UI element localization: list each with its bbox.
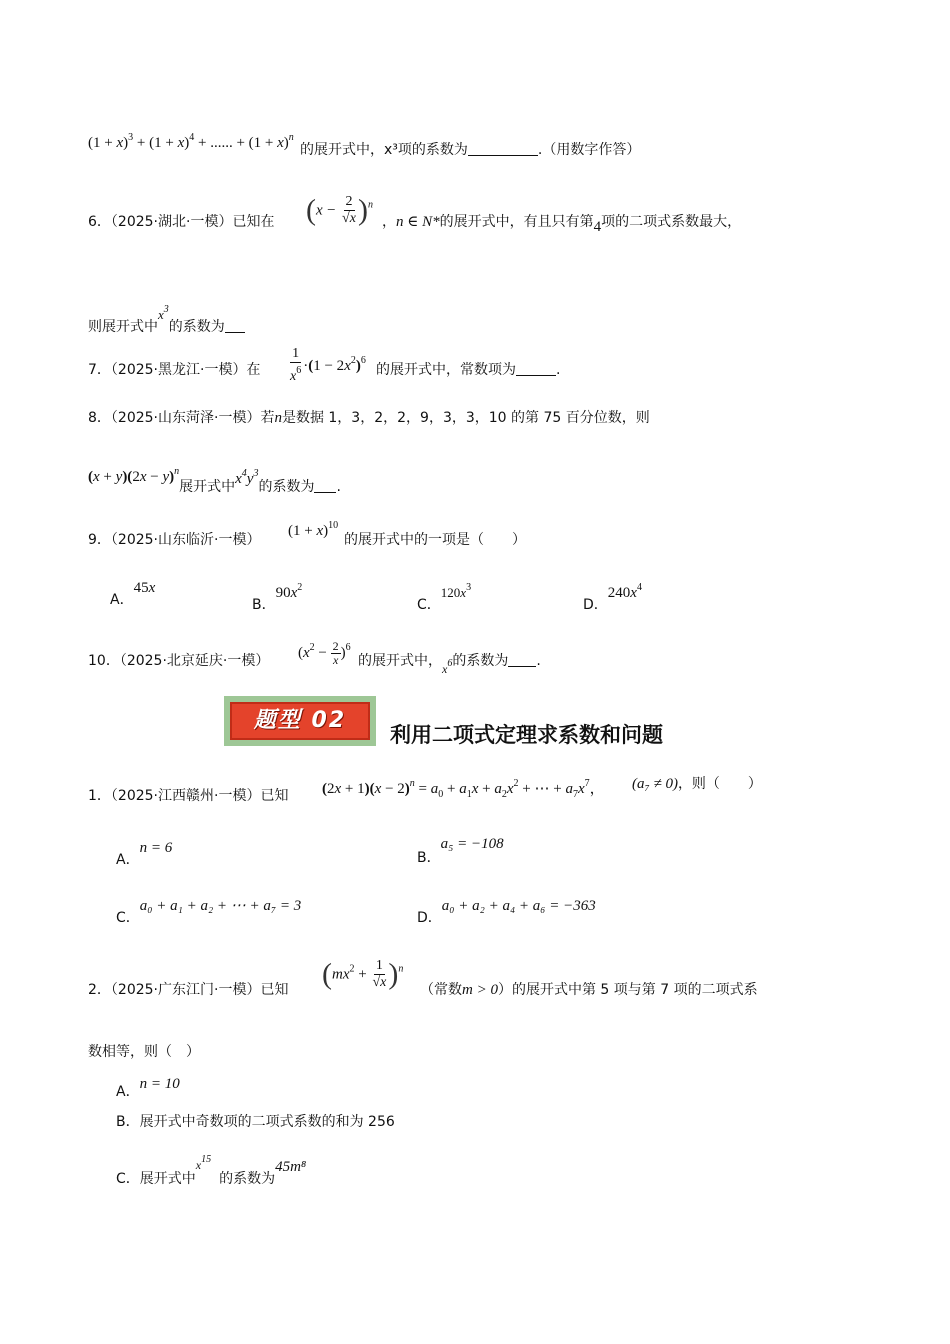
q6-text4: 的系数为 <box>168 319 225 335</box>
q8-line2: $(x + y)(2x - y)^n$展开式中$x^4y^3$的系数为 . <box>88 466 341 495</box>
option-text: 展开式中奇数项的二项式系数的和为 256 <box>139 1114 395 1130</box>
q6-line2: 则展开式中$x^3$的系数为 <box>88 300 245 337</box>
q9-option-d[interactable] <box>583 578 642 615</box>
option-expr: a₀ + a₁ + a₂ + ⋯ + a₇ = 3 <box>139 898 302 914</box>
n-var: n <box>274 410 282 426</box>
q7-text <box>376 360 560 380</box>
p2-cond: （常数 <box>420 982 462 998</box>
question-number: 2． <box>88 982 111 998</box>
q8-formula: $(x + y)(2x - y)^n$ <box>88 466 180 485</box>
option-expr: a₅ = −108 <box>440 836 504 852</box>
p2-text2: 数相等，则（ ） <box>88 1044 200 1060</box>
q9-option-a[interactable] <box>110 578 155 610</box>
q5-end: .（用数字作答） <box>537 142 641 158</box>
option-label: A． <box>116 1084 140 1100</box>
q10-formula: ($x^2$ − $\frac{2}{x}$ )$^6$ <box>298 638 351 667</box>
q5-continuation <box>88 128 294 153</box>
question-source: （2025·黑龙江·一模）在 <box>110 362 261 378</box>
section-badge-frame <box>224 696 376 746</box>
question-source: （2025·湖北·一模）已知在 <box>110 214 275 230</box>
option-label: C． <box>417 597 441 613</box>
option-text: 展开式中 <box>139 1171 196 1187</box>
question-number: 9． <box>88 532 111 548</box>
option-expr: n = 6 <box>139 840 173 856</box>
q6-formula: (x − $\frac{2}{√x}$ )$^n$ <box>306 193 373 227</box>
p1-option-c[interactable] <box>116 896 301 928</box>
q6-text3: 则展开式中 <box>88 319 158 335</box>
section-badge: 题型 02 <box>230 702 370 740</box>
question-number: 8． <box>88 410 111 426</box>
term-index: 4 <box>593 219 602 235</box>
answer-blank[interactable] <box>508 652 536 667</box>
q10-text-label: 的展开式中， <box>358 653 442 669</box>
sum-formula: $(1 + x)^3 + (1 + x)^4$ + ...... + $(1 + x)^n$ <box>88 132 294 151</box>
q8-text3: 的系数为 <box>258 479 315 495</box>
option-label: C． <box>116 1171 140 1187</box>
option-label: A． <box>110 592 134 608</box>
option-expr: 45m⁸ <box>275 1159 307 1175</box>
answer-blank[interactable] <box>314 478 336 493</box>
q6-text-label: 的展开式中，有且只有第 <box>439 214 594 230</box>
question-10 <box>88 651 269 671</box>
question-source: （2025·山东临沂·一模） <box>110 532 261 548</box>
option-label: B． <box>252 597 276 613</box>
option-expr: a₀ + a₂ + a₄ + a₆ = −363 <box>441 898 596 914</box>
option-var: x <box>290 585 298 601</box>
q7-formula: $\frac{1}{x^6}$ $\cdot(1 - 2x^2)^6$ <box>290 346 366 384</box>
option-var: x <box>148 580 156 596</box>
p1-formula: $(2x + 1)(x - 2)^n = a_0 + a_1x + a_2x^2$ + ⋯ + $a_7x^7$， <box>322 778 605 800</box>
option-label: B． <box>116 1114 140 1130</box>
option-coef: 120 <box>440 585 461 600</box>
p1-option-a[interactable] <box>116 838 172 870</box>
question-source: （2025·江西赣州·一模）已知 <box>110 788 289 804</box>
question-number: 6． <box>88 214 111 230</box>
p2-option-c[interactable]: C．展开式中$x^{15}$的系数为45m⁸ <box>116 1154 307 1187</box>
option-expr: n = 10 <box>139 1076 180 1092</box>
p2-option-a[interactable] <box>116 1074 180 1102</box>
option-label: A． <box>116 852 140 868</box>
q10-text: 的展开式中，$x^6$的系数为 . <box>358 653 541 676</box>
p2-text <box>420 980 758 1000</box>
q6-text: ，n ∈ N*的展开式中，有且只有第4项的二项式系数最大， <box>382 214 742 235</box>
option-exp: 4 <box>636 582 642 593</box>
question-9 <box>88 530 260 550</box>
option-coef: 45 <box>133 580 149 596</box>
option-label: D． <box>417 910 442 926</box>
q5-text-label: 的展开式中，x³项的系数为 <box>300 142 468 158</box>
answer-blank[interactable] <box>225 318 245 333</box>
q7-text-label: 的展开式中，常数项为 <box>376 362 516 378</box>
n-condition: n ∈ N* <box>396 214 440 230</box>
p1-condition <box>632 774 762 794</box>
option-label: D． <box>583 597 608 613</box>
question-source: （2025·山东菏泽·一模）若 <box>110 410 275 426</box>
m-condition: m > 0 <box>462 982 498 998</box>
option-coef: 240 <box>607 585 631 601</box>
question-number: 10． <box>88 653 120 669</box>
q9-option-c[interactable] <box>417 578 471 615</box>
question-7 <box>88 360 260 380</box>
p1-text: ，则（ ） <box>677 776 762 792</box>
problem-1 <box>88 786 288 806</box>
answer-blank[interactable] <box>516 361 556 376</box>
option-label: B． <box>417 850 441 866</box>
option-var: x <box>630 585 637 601</box>
p1-option-d[interactable] <box>417 896 596 928</box>
q9-text <box>344 530 526 550</box>
question-source: （2025·北京延庆·一模） <box>119 653 270 669</box>
p2-option-b[interactable] <box>116 1112 395 1132</box>
p2-text-label: ）的展开式中第 5 项与第 7 项的二项式系 <box>497 982 758 998</box>
q8-text-label: 是数据 1，3，2，2，9，3，3，10 的第 75 百分位数，则 <box>281 410 650 426</box>
q8-end: . <box>336 479 341 495</box>
option-exp: 3 <box>466 582 472 593</box>
option-exp: 2 <box>297 582 303 593</box>
q9-formula: $(1 + x)^{10}$ <box>288 520 339 539</box>
q9-option-b[interactable] <box>252 578 302 615</box>
option-text2: 的系数为 <box>219 1171 276 1187</box>
question-8 <box>88 408 650 428</box>
q10-end: . <box>536 653 541 669</box>
answer-blank[interactable] <box>468 141 538 156</box>
q8-text2: 展开式中 <box>179 479 236 495</box>
problem-2 <box>88 980 288 1000</box>
p1-option-b[interactable] <box>417 834 504 868</box>
q10-text2: 的系数为 <box>452 653 509 669</box>
option-var: x <box>460 585 467 600</box>
option-coef: 90 <box>275 585 291 601</box>
q7-end: . <box>556 362 561 378</box>
option-label: C． <box>116 910 140 926</box>
section-title: 利用二项式定理求系数和问题 <box>390 723 663 747</box>
a7-condition: (a₇ ≠ 0) <box>632 776 678 792</box>
question-source: （2025·广东江门·一模）已知 <box>110 982 289 998</box>
q5-text <box>300 140 640 160</box>
question-6 <box>88 212 274 232</box>
p2-line2 <box>88 1042 200 1062</box>
question-number: 7． <box>88 362 111 378</box>
q6-text-label2: 项的二项式系数最大， <box>601 214 742 230</box>
p2-formula: ($mx^2$ + $\frac{1}{√x}$ )$^n$ <box>322 957 404 991</box>
question-number: 1． <box>88 788 111 804</box>
q9-text-label: 的展开式中的一项是（ ） <box>344 532 526 548</box>
